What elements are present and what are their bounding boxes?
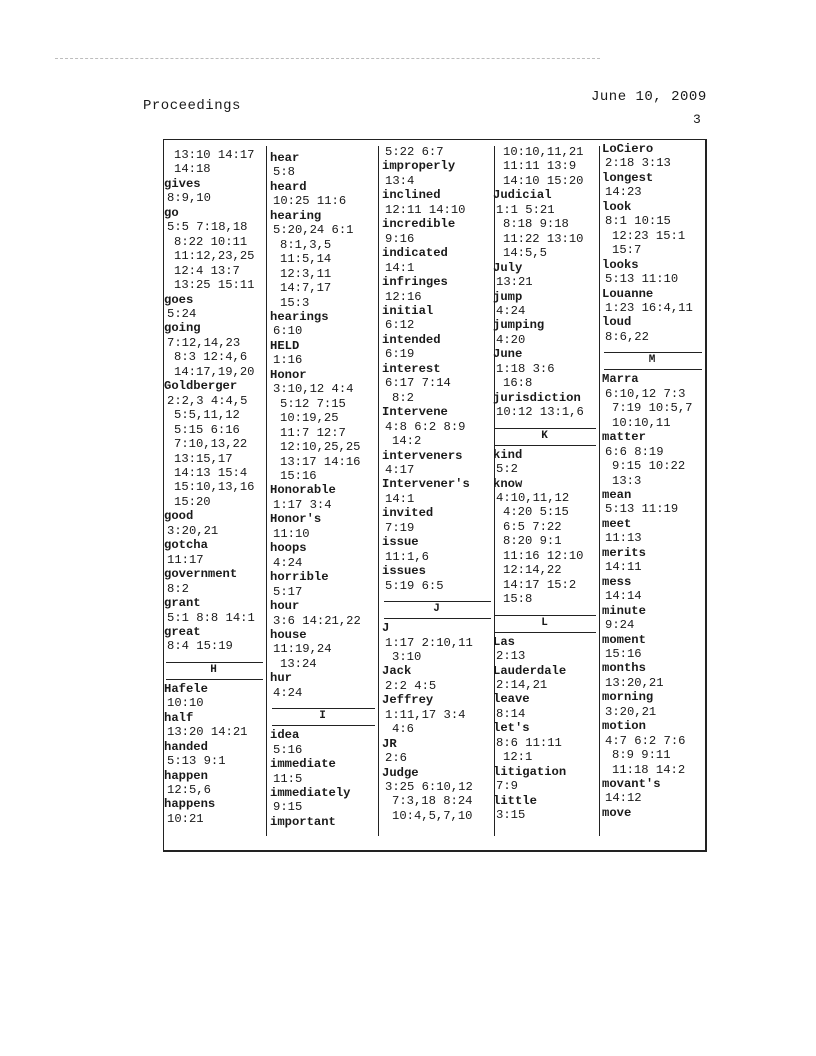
index-term: infringes: [382, 275, 448, 290]
index-term: jumping: [493, 318, 545, 333]
page-line-reference: 12:10,25,25: [280, 440, 361, 455]
page-line-reference: 14:23: [605, 185, 642, 200]
page-line-reference: 6:5 7:22: [503, 519, 562, 534]
index-term: initial: [382, 303, 434, 318]
word-index-table: [163, 139, 707, 852]
page-line-reference: 1:17 3:4: [273, 497, 332, 512]
index-term: invited: [382, 506, 434, 521]
index-column-3: [382, 140, 491, 850]
column-divider: [378, 146, 379, 836]
letter-section-header: [493, 607, 596, 635]
section-letter: M: [648, 354, 656, 367]
page-line-reference: 12:11 14:10: [385, 202, 466, 217]
page-line-reference: 7:9: [496, 779, 518, 794]
letter-section-header: [602, 344, 702, 372]
index-term: hear: [270, 151, 300, 165]
index-term: house: [270, 627, 307, 642]
page-line-reference: 15:7: [612, 243, 642, 258]
index-term: interest: [382, 361, 441, 376]
index-term: indicated: [382, 246, 448, 261]
page-line-reference: 1:18 3:6: [496, 361, 555, 376]
index-term: go: [164, 205, 179, 220]
page-line-reference: 14:18: [174, 162, 211, 177]
page-line-reference: 14:1: [385, 491, 415, 506]
page-line-reference: 12:14,22: [503, 563, 562, 578]
page-line-reference: 12:1: [503, 750, 533, 765]
index-term: Lauderdale: [493, 663, 567, 678]
section-rule-bottom: [166, 679, 263, 680]
index-column-4: [493, 140, 596, 850]
index-term: movant's: [602, 777, 661, 792]
page-line-reference: 8:3 12:4,6: [174, 350, 248, 365]
index-term: Honor: [270, 367, 307, 382]
page-line-reference: 14:14: [605, 589, 642, 604]
page-line-reference: 13:25 15:11: [174, 278, 255, 293]
page-line-reference: 14:7,17: [280, 281, 332, 296]
page-line-reference: 3:10,12 4:4: [273, 382, 354, 397]
page-line-reference: 11:18 14:2: [612, 762, 686, 777]
index-term: longest: [602, 170, 654, 185]
page-line-reference: 4:7 6:2 7:6: [605, 733, 686, 748]
column-divider: [599, 146, 600, 836]
page-line-reference: 1:1 5:21: [496, 202, 555, 217]
page-line-reference: 8:9 9:11: [612, 748, 671, 763]
page-line-reference: 13:3: [612, 473, 642, 488]
page-line-reference: 6:6 8:19: [605, 444, 664, 459]
index-entries: [270, 151, 375, 829]
page-line-reference: 6:19: [385, 347, 415, 362]
section-rule-bottom: [272, 725, 375, 726]
letter-section-header: [270, 700, 375, 728]
page-line-reference: 10:12 13:1,6: [496, 405, 584, 420]
page-line-reference: 8:14: [496, 706, 526, 721]
page-line-reference: 13:21: [496, 275, 533, 290]
page-line-reference: 12:23 15:1: [612, 228, 686, 243]
page-title: Proceedings: [143, 98, 241, 114]
index-term: HELD: [270, 338, 300, 353]
index-column-2: [270, 140, 375, 850]
page-line-reference: 1:11,17 3:4: [385, 707, 466, 722]
page-line-reference: 8:20 9:1: [503, 534, 562, 549]
page-line-reference: 8:2: [392, 390, 414, 405]
page-line-reference: 7:12,14,23: [167, 335, 241, 350]
page-line-reference: 8:2: [167, 581, 189, 596]
index-term: inclined: [382, 188, 441, 203]
index-term: happen: [164, 768, 208, 783]
page-line-reference: 11:5: [273, 771, 303, 786]
page-line-reference: 11:13: [605, 531, 642, 546]
page-line-reference: 6:10: [273, 324, 303, 339]
index-term: jurisdiction: [493, 390, 581, 405]
page-line-reference: 10:10,11,21: [503, 145, 584, 159]
page-line-reference: 11:22 13:10: [503, 231, 584, 246]
page-line-reference: 5:24: [167, 306, 197, 321]
index-term: LoCiero: [602, 142, 654, 156]
page-line-reference: 11:17: [167, 552, 204, 567]
page-line-reference: 13:10 14:17: [174, 148, 255, 162]
index-term: loud: [602, 315, 632, 330]
page-line-reference: 8:4 15:19: [167, 639, 233, 654]
index-term: improperly: [382, 159, 456, 174]
index-term: Louanne: [602, 286, 654, 301]
index-term: good: [164, 509, 194, 524]
page-line-reference: 14:17 15:2: [503, 577, 577, 592]
index-term: Judicial: [493, 188, 552, 203]
index-term: kind: [493, 447, 523, 462]
page-line-reference: 3:20,21: [167, 523, 219, 538]
index-term: Intervener's: [382, 477, 470, 492]
page-line-reference: 1:23 16:4,11: [605, 300, 693, 315]
page-line-reference: 15:3: [280, 295, 310, 310]
index-term: July: [493, 260, 523, 275]
page-line-reference: 16:8: [503, 376, 533, 391]
page-line-reference: 4:6: [392, 722, 414, 737]
index-term: looks: [602, 257, 639, 272]
index-entries: [493, 145, 596, 822]
page-line-reference: 5:2: [496, 462, 518, 477]
page-line-reference: 9:15: [273, 800, 303, 815]
index-column-5: [602, 140, 702, 850]
index-term: meet: [602, 516, 632, 531]
index-term: know: [493, 476, 523, 491]
page-line-reference: 11:10: [273, 526, 310, 541]
page-line-reference: 2:18 3:13: [605, 156, 671, 171]
page-line-reference: 3:25 6:10,12: [385, 780, 473, 795]
page-line-reference: 5:13 11:19: [605, 502, 679, 517]
page-line-reference: 2:14,21: [496, 677, 548, 692]
page-line-reference: 15:20: [174, 494, 211, 509]
page-line-reference: 2:2,3 4:4,5: [167, 393, 248, 408]
section-rule-bottom: [495, 632, 596, 633]
index-term: Marra: [602, 372, 639, 387]
page-line-reference: 3:15: [496, 808, 526, 823]
index-term: gotcha: [164, 538, 208, 553]
index-term: horrible: [270, 570, 329, 585]
page-number: 3: [693, 112, 701, 127]
page-line-reference: 13:4: [385, 173, 415, 188]
section-rule-bottom: [604, 369, 702, 370]
index-term: happens: [164, 797, 216, 812]
page-line-reference: 10:21: [167, 811, 204, 826]
page-line-reference: 8:18 9:18: [503, 217, 569, 232]
page-line-reference: 14:17,19,20: [174, 364, 255, 379]
page-line-reference: 4:24: [496, 303, 526, 318]
page-line-reference: 11:16 12:10: [503, 548, 584, 563]
index-term: issues: [382, 564, 426, 579]
page-line-reference: 8:6 11:11: [496, 735, 562, 750]
index-term: heard: [270, 179, 307, 194]
page-line-reference: 14:5,5: [503, 246, 547, 261]
index-entries: [602, 142, 702, 820]
index-term: matter: [602, 430, 646, 445]
page-line-reference: 5:1 8:8 14:1: [167, 610, 255, 625]
index-column-1: [164, 140, 263, 850]
page-line-reference: 7:3,18 8:24: [392, 794, 473, 809]
page-line-reference: 10:10: [167, 696, 204, 711]
index-term: government: [164, 567, 238, 582]
page-line-reference: 2:2 4:5: [385, 678, 437, 693]
index-term: Honorable: [270, 483, 336, 498]
index-entries: [382, 145, 491, 823]
page-line-reference: 14:13 15:4: [174, 465, 248, 480]
page-line-reference: 2:6: [385, 751, 407, 766]
page-line-reference: 5:17: [273, 584, 303, 599]
page-line-reference: 4:8 6:2 8:9: [385, 419, 466, 434]
index-term: jump: [493, 289, 523, 304]
letter-section-header: [493, 420, 596, 448]
page-line-reference: 8:1 10:15: [605, 214, 671, 229]
page-line-reference: 5:22 6:7: [385, 145, 444, 159]
index-term: litigation: [493, 764, 567, 779]
page-line-reference: 9:16: [385, 231, 415, 246]
page-line-reference: 15:8: [503, 592, 533, 607]
index-term: let's: [493, 721, 530, 736]
page-line-reference: 3:6 14:21,22: [273, 613, 361, 628]
page-line-reference: 5:8: [273, 165, 295, 180]
page-line-reference: 4:20: [496, 332, 526, 347]
index-term: gives: [164, 176, 201, 191]
index-term: J: [382, 621, 390, 636]
index-term: little: [493, 793, 537, 808]
page-line-reference: 12:5,6: [167, 783, 211, 798]
page-line-reference: 14:12: [605, 791, 642, 806]
index-term: Las: [493, 634, 515, 649]
page-line-reference: 13:20 14:21: [167, 725, 248, 740]
page-line-reference: 8:6,22: [605, 329, 649, 344]
index-term: hour: [270, 599, 300, 614]
index-term: hearings: [270, 309, 329, 324]
page-line-reference: 15:16: [605, 646, 642, 661]
page-line-reference: 6:10,12 7:3: [605, 386, 686, 401]
section-rule-bottom: [384, 618, 491, 619]
page-line-reference: 14:2: [392, 434, 422, 449]
section-rule-bottom: [495, 445, 596, 446]
index-term: immediately: [270, 786, 351, 801]
index-term: motion: [602, 719, 646, 734]
page-line-reference: 14:11: [605, 560, 642, 575]
index-term: immediate: [270, 757, 336, 772]
index-term: issue: [382, 535, 419, 550]
page-line-reference: 4:24: [273, 555, 303, 570]
page-line-reference: 11:5,14: [280, 252, 332, 267]
index-term: move: [602, 805, 632, 820]
index-term: Judge: [382, 765, 419, 780]
page-line-reference: 7:19 10:5,7: [612, 401, 693, 416]
page-line-reference: 5:5 7:18,18: [167, 220, 248, 235]
page-line-reference: 5:20,24 6:1: [273, 223, 354, 238]
index-term: JR: [382, 736, 397, 751]
hearing-date: June 10, 2009: [591, 89, 707, 105]
page-line-reference: 5:13 11:10: [605, 272, 679, 287]
letter-section-header: [164, 654, 263, 682]
letter-section-header: [382, 593, 491, 621]
index-term: moment: [602, 632, 646, 647]
page-line-reference: 4:10,11,12: [496, 490, 570, 505]
page-line-reference: 9:15 10:22: [612, 459, 686, 474]
page-line-reference: 13:20,21: [605, 675, 664, 690]
index-term: merits: [602, 545, 646, 560]
page-line-reference: 5:12 7:15: [280, 396, 346, 411]
index-term: mess: [602, 574, 632, 589]
index-term: grant: [164, 596, 201, 611]
section-letter: L: [541, 616, 548, 629]
index-term: intended: [382, 332, 441, 347]
index-term: incredible: [382, 217, 456, 232]
page-line-reference: 10:10,11: [612, 415, 671, 430]
index-term: Honor's: [270, 512, 322, 527]
page-line-reference: 15:10,13,16: [174, 480, 255, 495]
index-term: Jeffrey: [382, 693, 434, 708]
page-line-reference: 11:12,23,25: [174, 249, 255, 264]
page-line-reference: 11:1,6: [385, 549, 429, 564]
page-line-reference: 12:4 13:7: [174, 263, 240, 278]
page-line-reference: 8:1,3,5: [280, 237, 332, 252]
page-line-reference: 4:17: [385, 462, 415, 477]
page-line-reference: 5:5,11,12: [174, 408, 240, 423]
index-term: leave: [493, 692, 530, 707]
page-line-reference: 11:19,24: [273, 642, 332, 657]
page-line-reference: 4:24: [273, 685, 303, 700]
page-line-reference: 5:19 6:5: [385, 578, 444, 593]
index-term: half: [164, 710, 194, 725]
index-term: morning: [602, 690, 654, 705]
index-term: minute: [602, 603, 646, 618]
section-letter: I: [319, 710, 326, 723]
page-line-reference: 13:15,17: [174, 451, 233, 466]
index-term: Jack: [382, 664, 412, 679]
index-term: interveners: [382, 448, 463, 463]
index-term: important: [270, 814, 336, 829]
index-term: June: [493, 347, 523, 362]
scan-artifact-line: [55, 58, 600, 59]
index-term: Intervene: [382, 405, 448, 420]
page-line-reference: 5:15 6:16: [174, 422, 240, 437]
index-term: hoops: [270, 541, 307, 556]
column-divider: [266, 146, 267, 836]
index-term: mean: [602, 487, 632, 502]
index-term: look: [602, 199, 632, 214]
section-letter: H: [210, 663, 217, 676]
page-line-reference: 12:3,11: [280, 266, 332, 281]
page-line-reference: 6:12: [385, 318, 415, 333]
page-line-reference: 9:24: [605, 618, 635, 633]
page-line-reference: 3:10: [392, 649, 422, 664]
page-line-reference: 1:17 2:10,11: [385, 635, 473, 650]
page-line-reference: 4:20 5:15: [503, 505, 569, 520]
page-line-reference: 10:4,5,7,10: [392, 808, 473, 823]
page-line-reference: 5:13 9:1: [167, 754, 226, 769]
page-line-reference: 6:17 7:14: [385, 376, 451, 391]
page-line-reference: 11:11 13:9: [503, 159, 577, 174]
index-term: Hafele: [164, 681, 208, 696]
index-term: hearing: [270, 208, 322, 223]
section-letter: K: [541, 429, 548, 442]
page-line-reference: 12:16: [385, 289, 422, 304]
page-line-reference: 10:25 11:6: [273, 194, 347, 209]
page-line-reference: 15:16: [280, 468, 317, 483]
index-term: months: [602, 661, 646, 676]
page-line-reference: 13:24: [280, 656, 317, 671]
page-line-reference: 14:10 15:20: [503, 173, 584, 188]
page-line-reference: 5:16: [273, 742, 303, 757]
page-line-reference: 11:7 12:7: [280, 425, 346, 440]
page-line-reference: 7:19: [385, 520, 415, 535]
page-line-reference: 1:16: [273, 353, 303, 368]
index-term: hur: [270, 671, 292, 686]
index-term: idea: [270, 728, 300, 743]
index-term: goes: [164, 292, 194, 307]
page-line-reference: 10:19,25: [280, 411, 339, 426]
page-line-reference: 3:20,21: [605, 704, 657, 719]
index-term: handed: [164, 739, 208, 754]
page-line-reference: 8:9,10: [167, 191, 211, 206]
page-line-reference: 2:13: [496, 649, 526, 664]
page-line-reference: 8:22 10:11: [174, 234, 248, 249]
index-entries: [164, 148, 263, 826]
page-line-reference: 14:1: [385, 260, 415, 275]
index-term: Goldberger: [164, 379, 238, 394]
index-term: great: [164, 624, 201, 639]
page-line-reference: 7:10,13,22: [174, 437, 248, 452]
index-term: going: [164, 321, 201, 336]
page-line-reference: 13:17 14:16: [280, 454, 361, 469]
section-letter: J: [433, 603, 440, 616]
